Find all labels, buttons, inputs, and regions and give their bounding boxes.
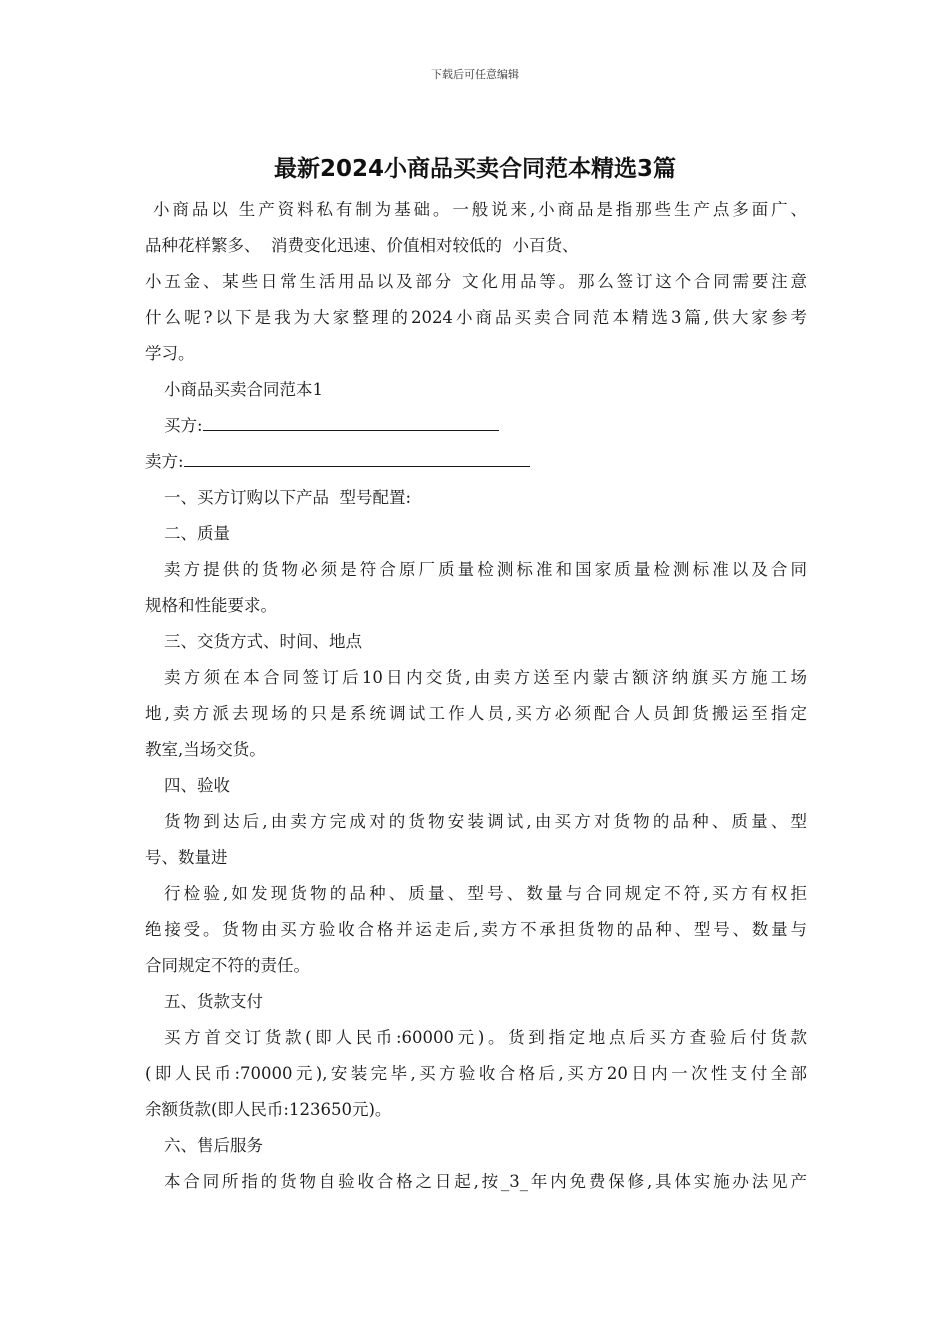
text-line bbox=[145, 1056, 807, 1092]
text-line bbox=[145, 1164, 807, 1200]
text-line bbox=[145, 228, 807, 264]
text-line-content: 小商品以 生产资料私有制为基础。一般说来,小商品是指那些生产点多面广、 bbox=[153, 200, 807, 219]
text-line bbox=[145, 876, 807, 912]
text-line-content: 地,卖方派去现场的只是系统调试工作人员,买方必须配合人员卸货搬运至指定 bbox=[145, 704, 807, 723]
text-line bbox=[145, 408, 807, 444]
text-line-content: 买方: bbox=[164, 416, 203, 435]
text-line-content: 一、买方订购以下产品 型号配置: bbox=[164, 488, 412, 507]
seller-name-blank bbox=[184, 452, 530, 467]
text-line-content: 什么呢?以下是我为大家整理的2024小商品买卖合同范本精选3篇,供大家参考 bbox=[145, 308, 807, 327]
text-line bbox=[145, 516, 807, 552]
text-line-content: 教室,当场交货。 bbox=[145, 740, 266, 759]
text-line-content: (即人民币:70000元),安装完毕,买方验收合格后,买方20日内一次性支付全部 bbox=[145, 1064, 807, 1083]
text-line bbox=[145, 948, 807, 984]
text-line bbox=[145, 192, 807, 228]
text-line-content: 卖方提供的货物必须是符合原厂质量检测标准和国家质量检测标准以及合同 bbox=[164, 560, 807, 579]
text-line-content: 号、数量进 bbox=[145, 848, 228, 867]
text-line-content: 小五金、某些日常生活用品以及部分 文化用品等。那么签订这个合同需要注意 bbox=[145, 272, 807, 291]
buyer-name-blank bbox=[203, 416, 499, 431]
text-line bbox=[145, 696, 807, 732]
text-line bbox=[145, 480, 807, 516]
text-line bbox=[145, 732, 807, 768]
text-line bbox=[145, 912, 807, 948]
text-line bbox=[145, 660, 807, 696]
text-line bbox=[145, 444, 807, 480]
text-line-content: 学习。 bbox=[145, 344, 195, 363]
text-line-content: 三、交货方式、时间、地点 bbox=[164, 632, 362, 651]
document-title: 最新2024小商品买卖合同范本精选3篇 bbox=[273, 156, 677, 182]
text-line-content: 六、售后服务 bbox=[164, 1136, 263, 1155]
text-line-content: 货物到达后,由卖方完成对的货物安装调试,由买方对货物的品种、质量、型 bbox=[164, 812, 807, 831]
text-line-content: 合同规定不符的责任。 bbox=[145, 956, 310, 975]
text-line bbox=[145, 768, 807, 804]
text-line bbox=[145, 300, 807, 336]
document-body bbox=[145, 192, 807, 1200]
text-line bbox=[145, 624, 807, 660]
text-line bbox=[145, 264, 807, 300]
text-line-content: 本合同所指的货物自验收合格之日起,按_3_年内免费保修,具体实施办法见产 bbox=[164, 1172, 807, 1191]
header-note: 下载后可任意编辑 bbox=[431, 68, 519, 81]
text-line-content: 品种花样繁多、 消费变化迅速、价值相对较低的 小百货、 bbox=[145, 236, 579, 255]
text-line bbox=[145, 588, 807, 624]
text-line bbox=[145, 1092, 807, 1128]
text-line bbox=[145, 552, 807, 588]
text-line bbox=[145, 1020, 807, 1056]
text-line-content: 买方首交订货款(即人民币:60000元)。货到指定地点后买方查验后付货款 bbox=[164, 1028, 807, 1047]
text-line bbox=[145, 372, 807, 408]
text-line bbox=[145, 840, 807, 876]
text-line-content: 卖方须在本合同签订后10日内交货,由卖方送至内蒙古额济纳旗买方施工场 bbox=[164, 668, 807, 687]
text-line-content: 余额货款(即人民币:123650元)。 bbox=[145, 1100, 392, 1119]
text-line-content: 规格和性能要求。 bbox=[145, 596, 277, 615]
text-line-content: 卖方: bbox=[145, 452, 184, 471]
text-line-content: 四、验收 bbox=[164, 776, 230, 795]
text-line-content: 行检验,如发现货物的品种、质量、型号、数量与合同规定不符,买方有权拒 bbox=[164, 884, 807, 903]
text-line-content: 小商品买卖合同范本1 bbox=[164, 380, 323, 399]
text-line bbox=[145, 1128, 807, 1164]
text-line-content: 二、质量 bbox=[164, 524, 230, 543]
text-line bbox=[145, 984, 807, 1020]
text-line-content: 五、货款支付 bbox=[164, 992, 263, 1011]
text-line-content: 绝接受。货物由买方验收合格并运走后,卖方不承担货物的品种、型号、数量与 bbox=[145, 920, 807, 939]
text-line bbox=[145, 804, 807, 840]
text-line bbox=[145, 336, 807, 372]
